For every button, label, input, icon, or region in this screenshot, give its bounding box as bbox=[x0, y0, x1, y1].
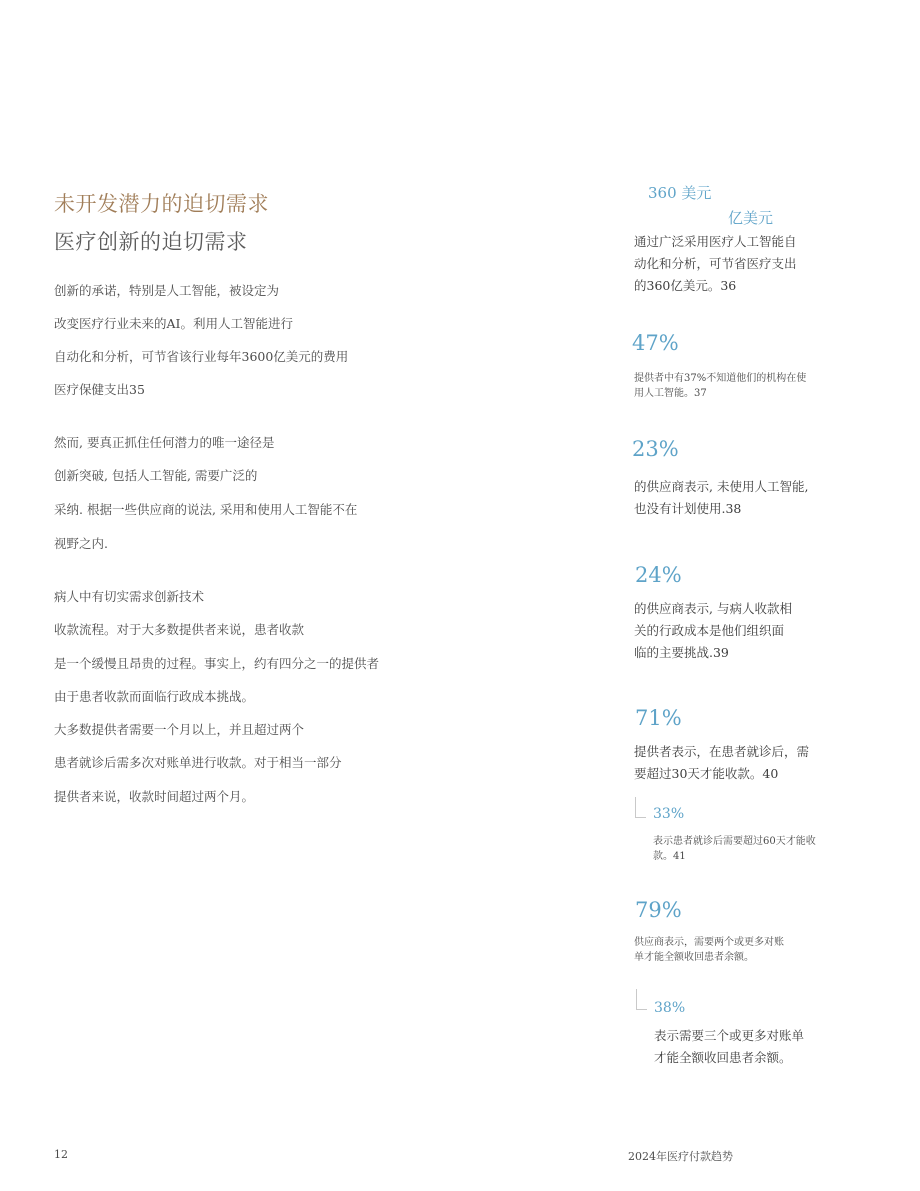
stat-desc-line: 也没有计划使用.38 bbox=[634, 501, 742, 516]
substat-value: 38% bbox=[654, 1000, 686, 1016]
stat-value-line1: 360 美元 bbox=[648, 184, 712, 202]
stat-desc-line: 单才能全额收回患者余额。 bbox=[634, 952, 754, 963]
stat-description bbox=[634, 371, 806, 401]
body-line: 收款流程。对于大多数提供者来说，患者收款 bbox=[54, 622, 305, 637]
body-line: 创新突破, 包括人工智能, 需要广泛的 bbox=[54, 468, 258, 483]
stat-desc-line: 的供应商表示, 与病人收款相 bbox=[634, 601, 792, 616]
stat-value-line2: 亿美元 bbox=[728, 209, 774, 227]
body-line: 采纳. 根据一些供应商的说法, 采用和使用人工智能不在 bbox=[54, 502, 358, 517]
stat-desc-line: 表示患者就诊后需要超过60天才能收 bbox=[653, 836, 816, 847]
stat-desc-line: 用人工智能。37 bbox=[634, 388, 707, 399]
stat-desc-line: 的360亿美元。36 bbox=[634, 278, 737, 293]
body-line: 由于患者收款而面临行政成本挑战。 bbox=[54, 689, 255, 704]
stat-desc-line: 提供者表示，在患者就诊后，需 bbox=[634, 744, 810, 759]
body-line: 患者就诊后需多次对账单进行收款。对于相当一部分 bbox=[54, 755, 342, 770]
bracket-connector bbox=[635, 797, 646, 818]
page-number: 12 bbox=[54, 1148, 68, 1161]
stat-description bbox=[634, 741, 809, 785]
stat-desc-line: 才能全额收回患者余额。 bbox=[654, 1050, 792, 1065]
stat-description bbox=[634, 598, 792, 664]
stat-desc-line: 动化和分析，可节省医疗支出 bbox=[634, 256, 797, 271]
stat-value: 23% bbox=[632, 437, 679, 461]
stat-desc-line: 供应商表示，需要两个或更多对账 bbox=[634, 937, 784, 948]
body-line: 医疗保健支出35 bbox=[54, 382, 145, 397]
body-line: 病人中有切实需求创新技术 bbox=[54, 589, 205, 604]
body-line: 然而, 要真正抓住任何潜力的唯一途径是 bbox=[54, 435, 275, 450]
body-line: 视野之内. bbox=[54, 536, 108, 551]
substat-value: 33% bbox=[653, 806, 685, 822]
stat-description bbox=[634, 935, 784, 965]
body-line: 改变医疗行业未来的AI。利用人工智能进行 bbox=[54, 316, 293, 331]
substat-description bbox=[654, 1025, 804, 1069]
stat-value: 71% bbox=[635, 706, 682, 730]
stat-value: 24% bbox=[635, 563, 682, 587]
stat-desc-line: 款。41 bbox=[653, 851, 686, 862]
body-line: 提供者来说，收款时间超过两个月。 bbox=[54, 789, 255, 804]
stat-desc-line: 临的主要挑战.39 bbox=[634, 645, 729, 660]
section-subtitle: 医疗创新的迫切需求 bbox=[54, 230, 248, 254]
body-line: 自动化和分析，可节省该行业每年3600亿美元的费用 bbox=[54, 349, 349, 364]
publication-title: 2024年医疗付款趋势 bbox=[628, 1150, 733, 1163]
substat-description bbox=[653, 834, 816, 864]
body-line: 创新的承诺，特别是人工智能，被设定为 bbox=[54, 283, 280, 298]
stat-desc-line: 要超过30天才能收款。40 bbox=[634, 766, 779, 781]
stat-desc-line: 通过广泛采用医疗人工智能自 bbox=[634, 234, 797, 249]
stat-description bbox=[634, 231, 797, 297]
stat-desc-line: 表示需要三个或更多对账单 bbox=[654, 1028, 805, 1043]
body-line: 是一个缓慢且昂贵的过程。事实上，约有四分之一的提供者 bbox=[54, 656, 380, 671]
stat-desc-line: 提供者中有37%不知道他们的机构在使 bbox=[634, 373, 807, 384]
stat-description bbox=[634, 476, 808, 520]
body-line: 大多数提供者需要一个月以上，并且超过两个 bbox=[54, 722, 305, 737]
stat-desc-line: 关的行政成本是他们组织面 bbox=[634, 623, 785, 638]
stat-desc-line: 的供应商表示, 未使用人工智能, bbox=[634, 479, 809, 494]
stat-value: 47% bbox=[632, 331, 679, 355]
bracket-connector bbox=[636, 989, 647, 1010]
stat-value: 79% bbox=[635, 898, 682, 922]
section-title: 未开发潜力的迫切需求 bbox=[54, 192, 269, 216]
